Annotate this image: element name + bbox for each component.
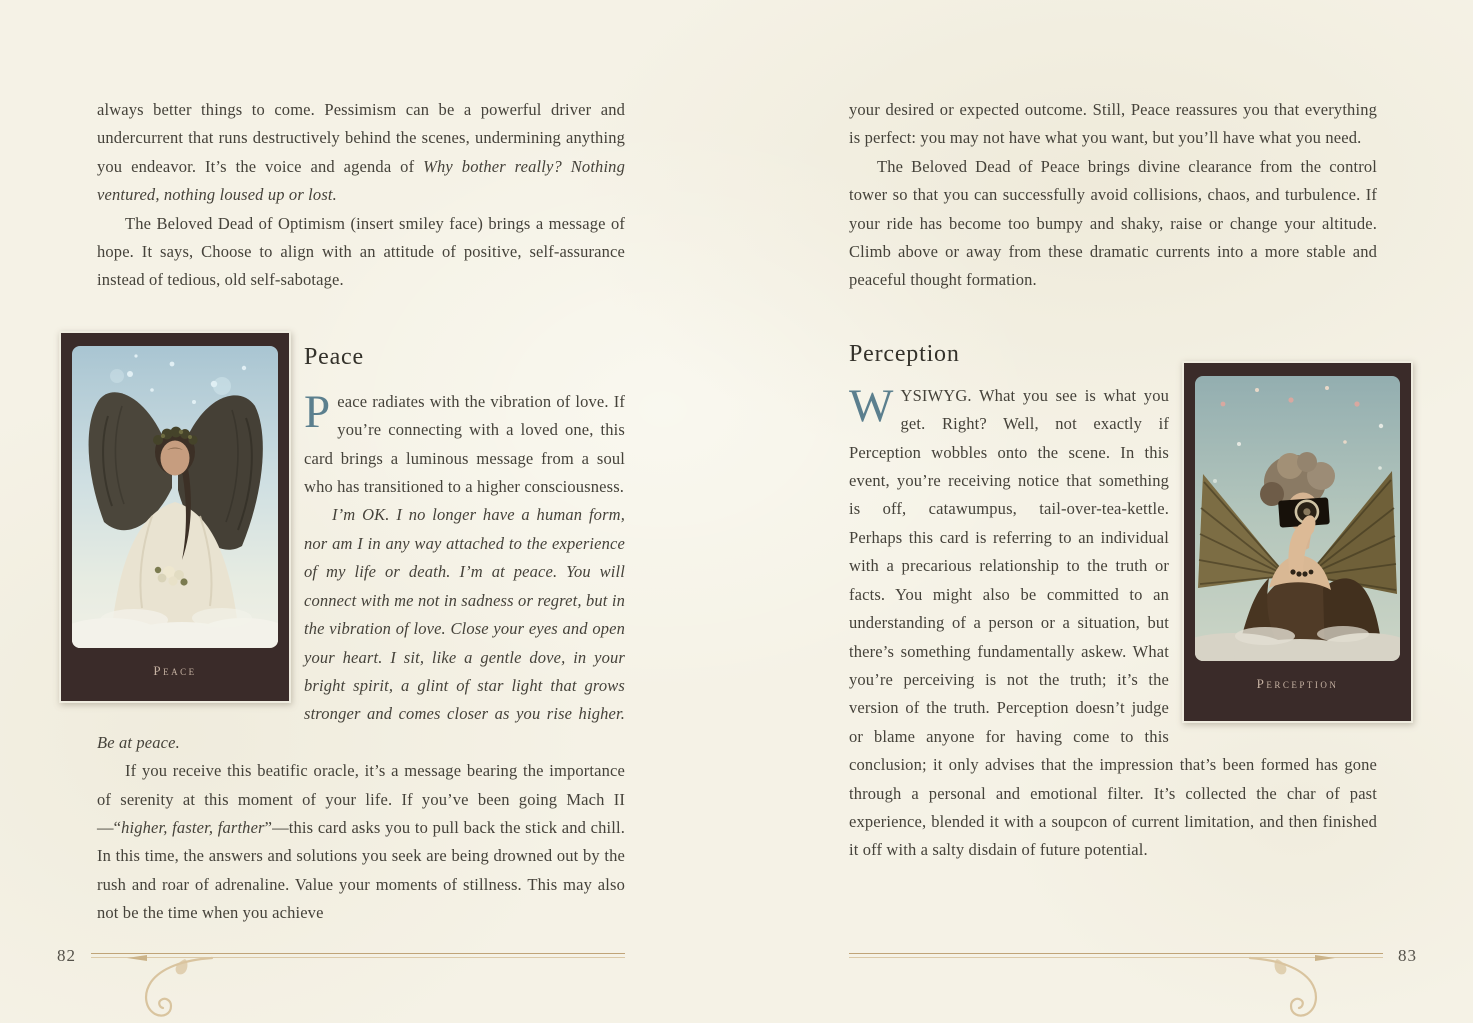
dropcap-letter: W: [849, 379, 894, 432]
paragraph-text: YSIWYG. What you see is what you get. Right? Well, not exactly if Perception wobbles onto the scene. In this event, you’re receiving notice that something is off, catawumpus, tail-over-tea-kettle. Perhaps this card is referring to an individual with a precarious relationship to the truth or facts. You might also be committed to an understanding of a person or a situation, but there’s something fundamentally askew. What you’re perceiving is not the truth; it’s the version of the truth. Perception doesn’t judge or blame anyone for having come to this conclusion; it only advises that the impression that’s been formed has gone through a personal and emotional filter. It’s collected the char of past experience, blended it with a soupcon of current limitation, and then finished it off with a salty disdain of future potential.: [849, 385, 1377, 860]
paragraph-beloved-peace: The Beloved Dead of Peace brings divine clearance from the control tower so that you can successfully avoid collisions, chaos, and turbulence. If your ride has become too bumpy and shaky, raise or change your altitude. Climb above or away from these dramatic currents into a more stable and peaceful thought formation.: [849, 156, 1377, 290]
italic-phrase: higher, faster, farther: [121, 817, 265, 837]
scroll-flourish-icon: [1247, 955, 1347, 1021]
dropcap-letter: P: [304, 385, 331, 438]
left-page: [97, 96, 625, 928]
perception-card: [1182, 361, 1413, 723]
paragraph-outcome: your desired or expected outcome. Still, Peace reassures you that everything is perfect: you may not have what you want, but you’ll have what you need.: [849, 100, 1377, 148]
peace-card-illustration: [72, 346, 278, 648]
perception-card-illustration: [1195, 376, 1400, 661]
paragraph-pessimism: [97, 96, 625, 210]
perception-card-title: Perception: [1256, 675, 1339, 691]
right-page: [849, 96, 1377, 865]
italic-phrase: Why bother really? Nothing ventured, nothing loused up or lost.: [97, 156, 625, 205]
peace-card: [59, 331, 291, 703]
section-heading-peace: Peace: [304, 343, 364, 370]
paragraph-text: eace radiates with the vibration of love. If you’re connecting with a loved one, this card brings a luminous message from a soul who has transitioned to a higher consciousness.: [304, 391, 625, 497]
peace-card-title: Peace: [153, 662, 197, 678]
paragraph-text: If you receive this beatific oracle, it’s a message bearing the importance of serenity at this moment of your life. If you’ve been going Mach II—“: [97, 761, 625, 837]
left-page-footer: [57, 944, 625, 1022]
scroll-flourish-icon: [115, 955, 215, 1021]
paragraph-spirit-message: I’m OK. I no longer have a human form, nor am I in any way attached to the experience of my life or death. I’m at peace. You will connect with me not in sadness or regret, but in the vibration of love. Close your eyes and open your heart. I sit, like a gentle dove, in your bright spirit, a glint of star light that grows stronger and comes closer as you rise higher. Be at peace.: [97, 505, 625, 752]
paragraph-text: always better things to come. Pessimism can be a powerful driver and undercurrent that runs destructively behind the scenes, undermining anything you endeavor. It’s the voice and agenda of: [97, 100, 625, 176]
paragraph-text: ”—this card asks you to pull back the stick and chill. In this time, the answers and solutions you seek are being drowned out by the rush and roar of adrenaline. Value your moments of stillness. This may also not be the time when you achieve: [97, 817, 625, 923]
right-page-footer: [849, 944, 1417, 1022]
page-number-left: 82: [57, 946, 76, 965]
section-heading-perception: Perception: [849, 340, 960, 367]
page-number-right: 83: [1398, 946, 1417, 965]
paragraph-optimism: The Beloved Dead of Optimism (insert smiley face) brings a message of hope. It says, Choose to align with an attitude of positive, self-assurance instead of tedious, old self-sabotage.: [97, 213, 625, 290]
paragraph-beatific: [97, 757, 625, 927]
